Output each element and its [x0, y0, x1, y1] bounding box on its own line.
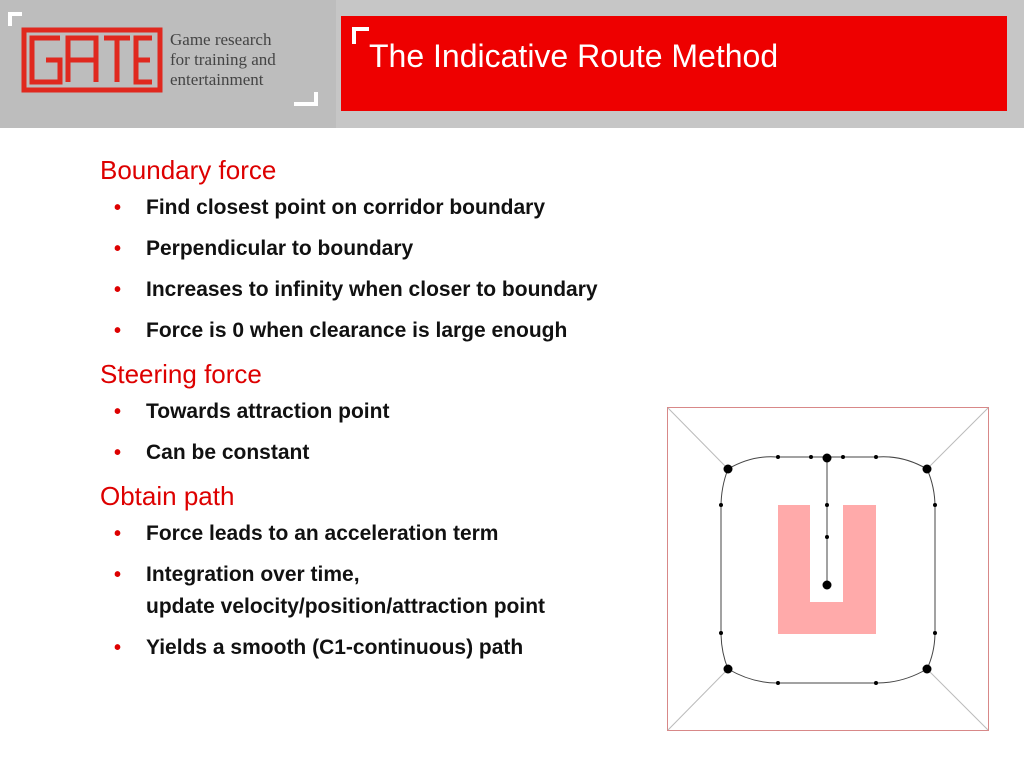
- bullet-dot-icon: •: [114, 197, 122, 219]
- bullet-dot-icon: •: [114, 442, 122, 464]
- bullet-dot-icon: •: [114, 238, 122, 260]
- bullet-text: Find closest point on corridor boundary: [146, 196, 546, 219]
- bullet-dot-icon: •: [114, 523, 122, 545]
- slide-title: The Indicative Route Method: [369, 38, 779, 74]
- bullet-dot-icon: •: [114, 564, 122, 586]
- bullet-list-obtain-path: [100, 518, 700, 664]
- corridor-diagram: [667, 407, 990, 732]
- section-heading-steering-force: Steering force: [100, 359, 262, 389]
- bullet-dot-icon: •: [114, 320, 122, 342]
- slide-content: [100, 152, 700, 673]
- list-item: [100, 233, 700, 265]
- list-item: [100, 632, 700, 664]
- section-heading-obtain-path: Obtain path: [100, 481, 235, 511]
- list-item: [100, 315, 700, 347]
- bullet-dot-icon: •: [114, 401, 122, 423]
- bullet-text: Yields a smooth (C1-continuous) path: [146, 636, 524, 659]
- list-item: [100, 559, 700, 623]
- list-item: [100, 396, 700, 428]
- bullet-dot-icon: •: [114, 637, 122, 659]
- list-item: [100, 274, 700, 306]
- bullet-text: Integration over time,: [146, 563, 360, 586]
- bullet-text: Can be constant: [146, 441, 310, 464]
- section-heading-boundary-force: Boundary force: [100, 155, 277, 185]
- gate-logo: [0, 0, 336, 128]
- tagline-line-2: for training and: [170, 50, 276, 69]
- tagline-line-1: Game research: [170, 30, 272, 49]
- logo-tagline: [170, 30, 330, 90]
- list-item: [100, 437, 700, 469]
- title-bar: [341, 16, 1007, 111]
- bullet-text: Increases to infinity when closer to boundary: [146, 278, 598, 301]
- list-item: [100, 192, 700, 224]
- tagline-line-3: entertainment: [170, 70, 264, 89]
- title-bracket-icon: [351, 26, 371, 46]
- bullet-list-boundary-force: [100, 192, 700, 347]
- bullet-text: Towards attraction point: [146, 400, 390, 423]
- gate-wordmark-icon: [24, 30, 160, 90]
- bullet-text-continuation: update velocity/position/attraction point: [146, 595, 546, 618]
- bullet-list-steering-force: [100, 396, 700, 469]
- bullet-text: Perpendicular to boundary: [146, 237, 414, 260]
- bullet-text: Force leads to an acceleration term: [146, 522, 499, 545]
- list-item: [100, 518, 700, 550]
- corridor-figure: [667, 407, 990, 737]
- bullet-text: Force is 0 when clearance is large enough: [146, 319, 568, 342]
- bullet-dot-icon: •: [114, 279, 122, 301]
